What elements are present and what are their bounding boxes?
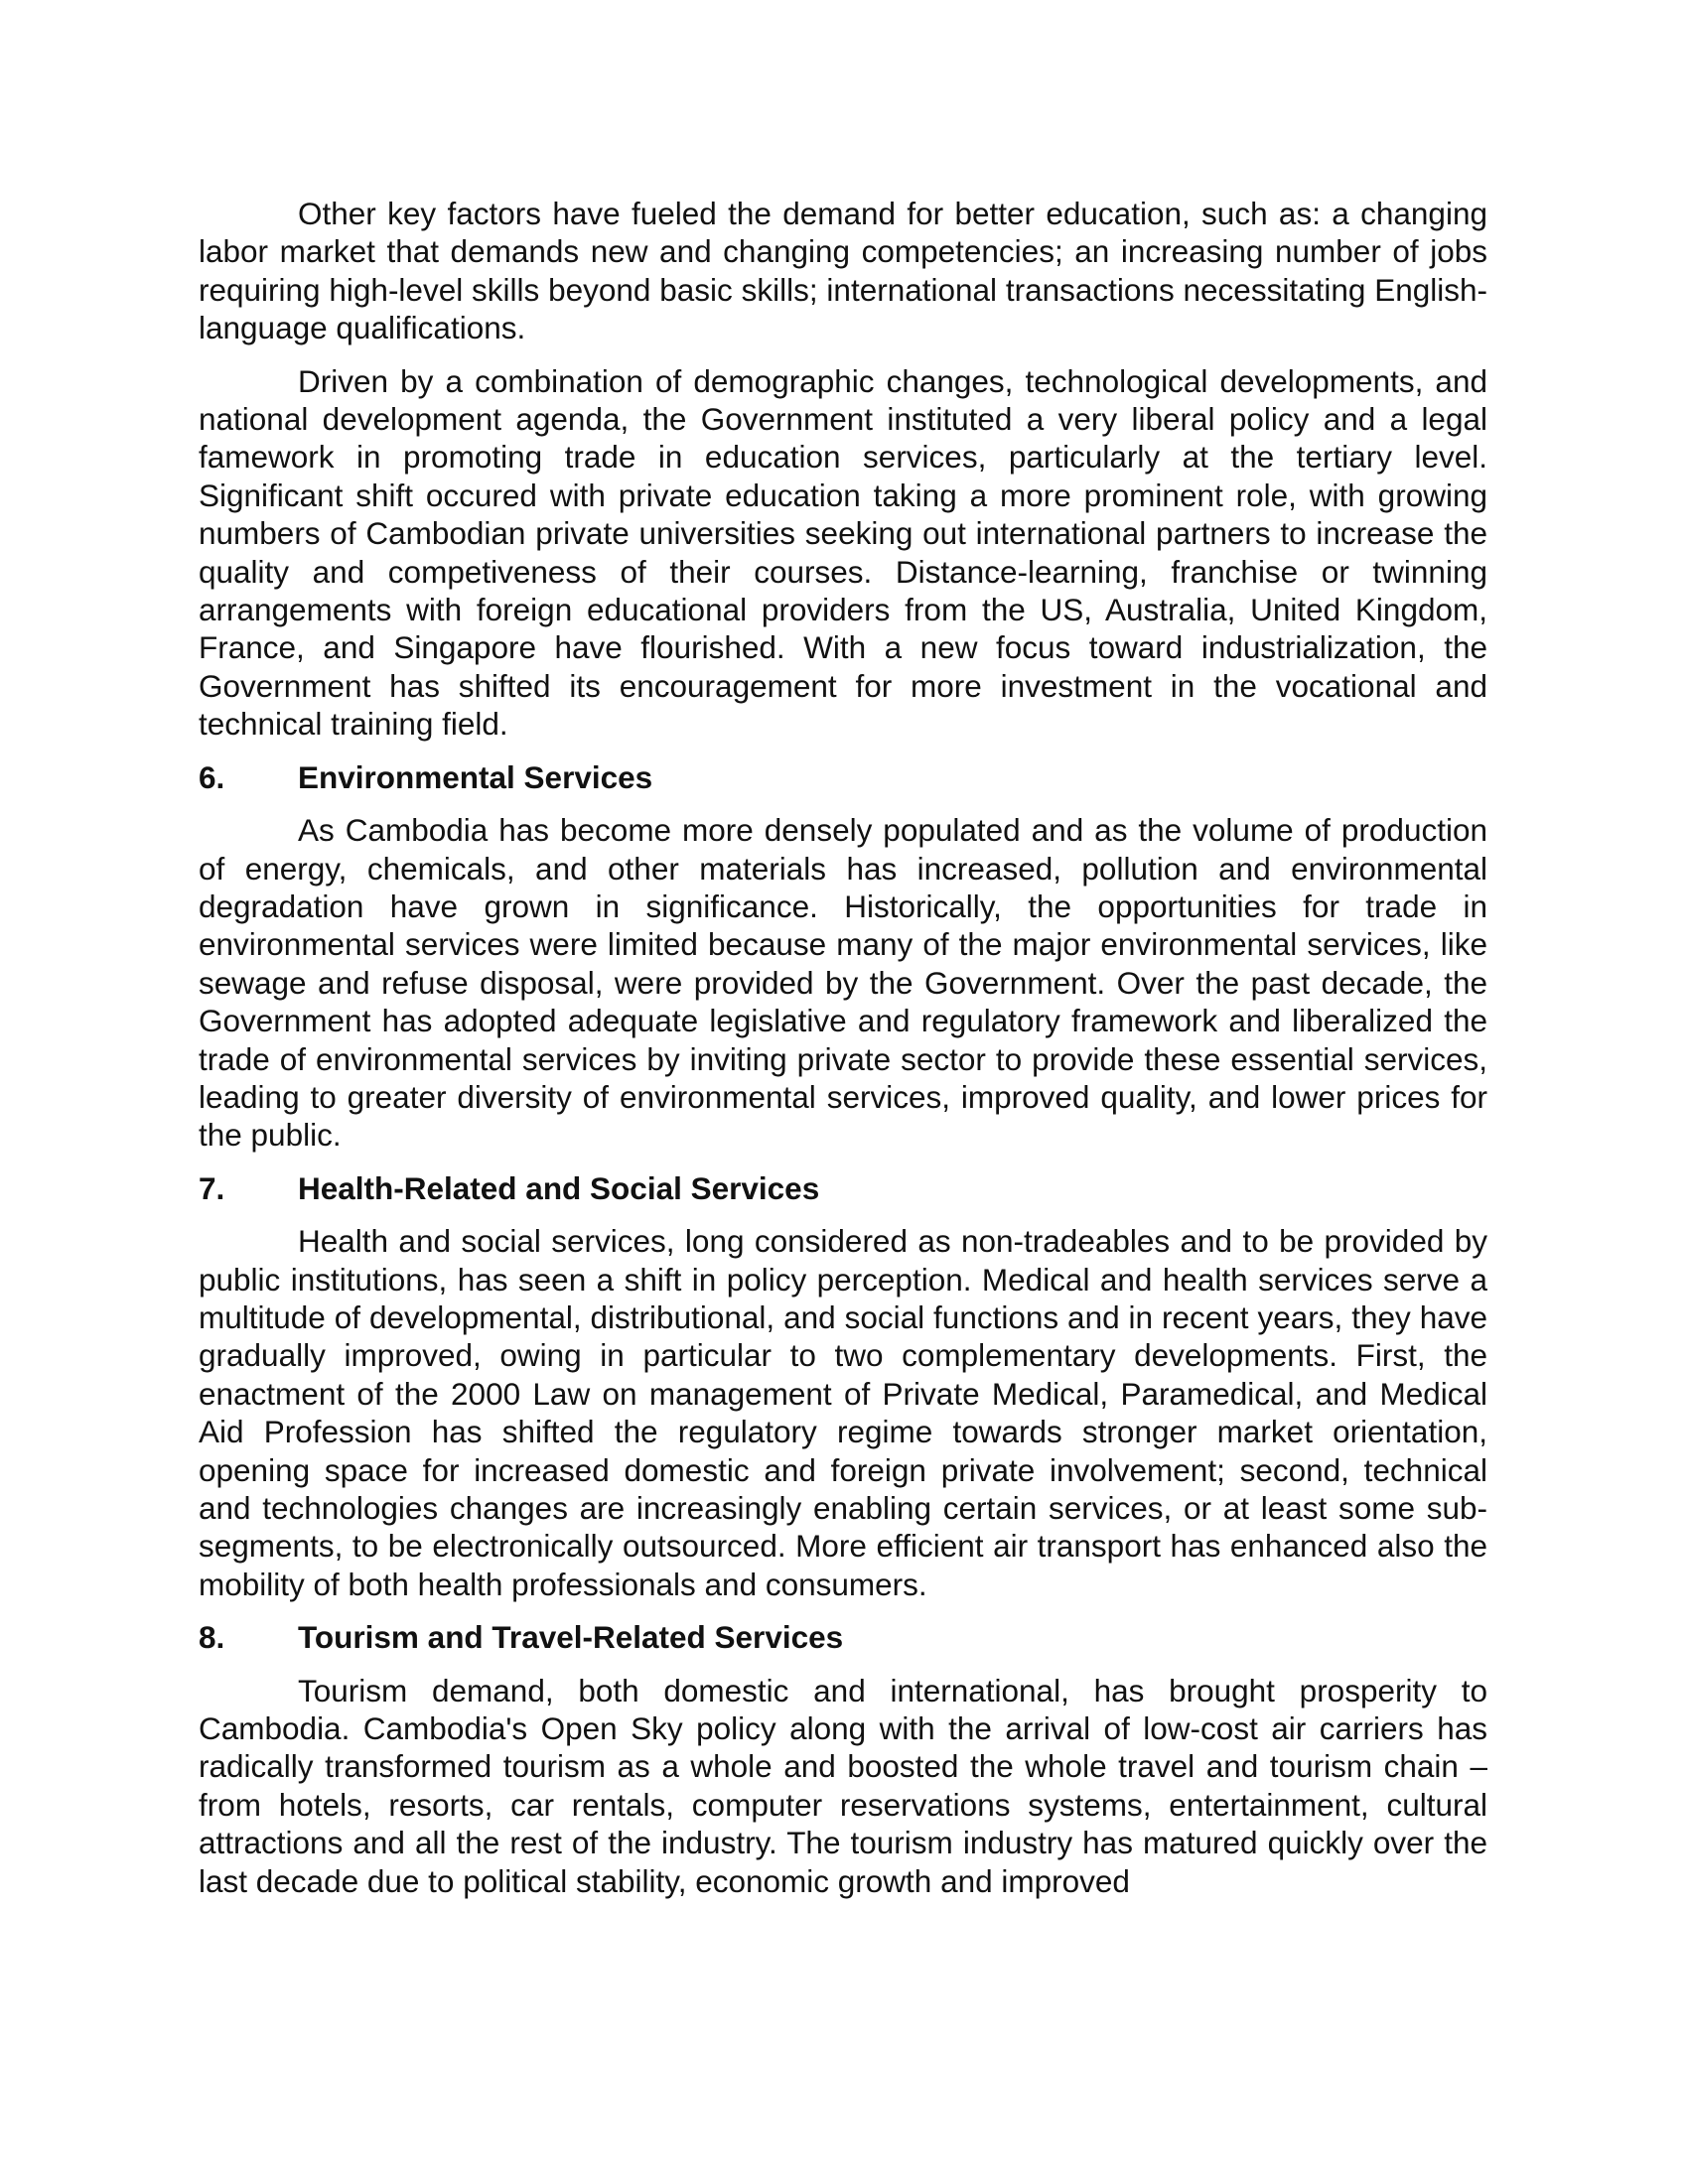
section-number: 8. — [199, 1619, 225, 1656]
paragraph-tourism: Tourism demand, both domestic and international, has brought prosperity to Cambodia. Cambodia's Open Sky policy along with the arrival of low-cost air carriers has radically transformed tourism as a whole and boosted the whole travel and tourism chain – from hotels, resorts, car rentals, computer reservations systems, entertainment, cultural attractions and all the rest of the industry. The tourism industry has matured quickly over the last decade due to political stability, economic growth and improved — [199, 1672, 1487, 1899]
section-heading-health — [199, 1169, 1487, 1207]
section-heading-environmental — [199, 758, 1487, 796]
paragraph-health: Health and social services, long considered as non-tradeables and to be provided by public institutions, has seen a shift in policy perception. Medical and health services serve a multitude of developmental, distributional, and social functions and in recent years, they have gradually improved, owing in particular to two complementary developments. First, the enactment of the 2000 Law on management of Private Medical, Paramedical, and Medical Aid Profession has shifted the regulatory regime towards stronger market orientation, opening space for increased domestic and foreign private involvement; second, technical and technologies changes are increasingly enabling certain services, or at least some sub-segments, to be electronically outsourced. More efficient air transport has enhanced also the mobility of both health professionals and consumers. — [199, 1223, 1487, 1602]
paragraph-education-policy: Driven by a combination of demographic changes, technological developments, and national development agenda, the Government instituted a very liberal policy and a legal famework in promoting trade in education services, particularly at the tertiary level. Significant shift occured with private education taking a more prominent role, with growing numbers of Cambodian private universities seeking out international partners to increase the quality and competiveness of their courses. Distance-learning, franchise or twinning arrangements with foreign educational providers from the US, Australia, United Kingdom, France, and Singapore have flourished. With a new focus toward industrialization, the Government has shifted its encouragement for more investment in the vocational and technical training field. — [199, 362, 1487, 743]
section-title: Tourism and Travel-Related Services — [298, 1619, 844, 1656]
section-title: Health-Related and Social Services — [298, 1169, 820, 1206]
paragraph-environmental: As Cambodia has become more densely populated and as the volume of production of energy, chemicals, and other materials has increased, pollution and environmental degradation have grown in significance. Historically, the opportunities for trade in environmental services were limited because many of the major environmental services, like sewage and refuse disposal, were provided by the Government. Over the past decade, the Government has adopted adequate legislative and regulatory framework and liberalized the trade of environmental services by inviting private sector to provide these essential services, leading to greater diversity of environmental services, improved quality, and lower prices for the public. — [199, 812, 1487, 1154]
section-number: 6. — [199, 758, 225, 795]
section-heading-tourism — [199, 1618, 1487, 1656]
paragraph-education-factors: Other key factors have fueled the demand for better education, such as: a changing labor market that demands new and changing competencies; an increasing number of jobs requiring high-level skills beyond basic skills; international transactions necessitating English-language qualifications. — [199, 196, 1487, 346]
document-page — [199, 195, 1487, 1915]
section-title: Environmental Services — [298, 758, 653, 795]
section-number: 7. — [199, 1169, 225, 1206]
